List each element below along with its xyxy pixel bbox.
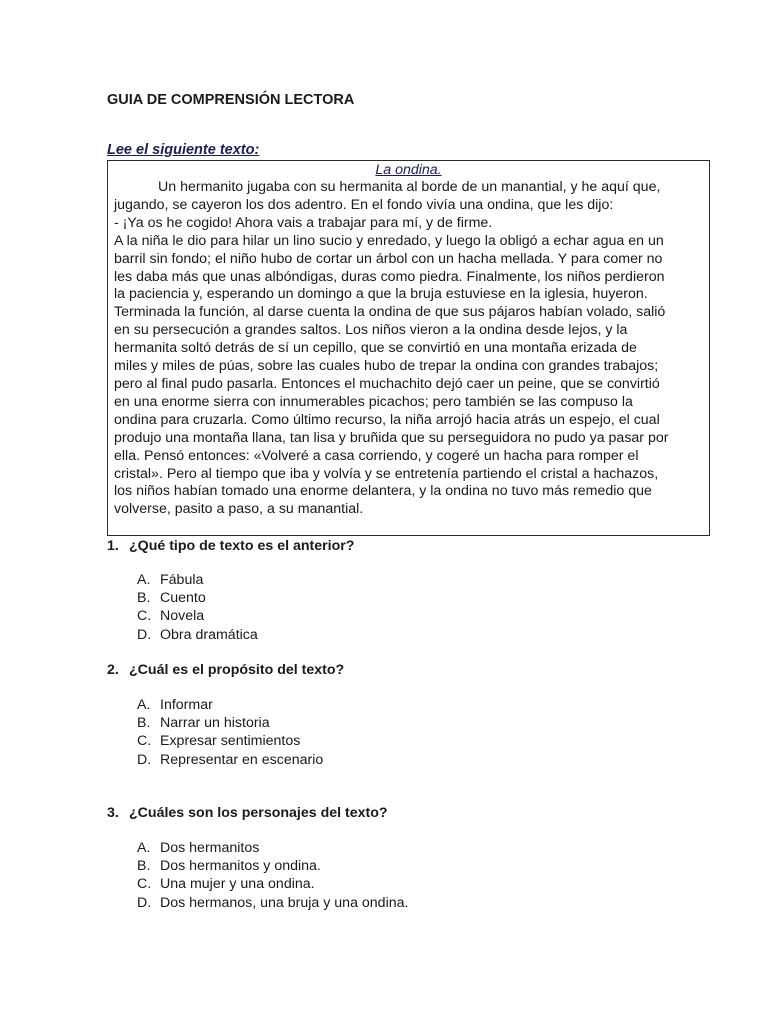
story-title: La ondina. xyxy=(375,162,442,178)
story-line: cristal». Pero al tiempo que iba y volvía y se entretenía partiendo el cristal a hachazos, xyxy=(114,465,659,482)
question-text: ¿Cuáles son los personajes del texto? xyxy=(129,805,388,821)
answer-option[interactable]: D. Representar en escenario xyxy=(137,751,324,768)
question-3-options xyxy=(137,839,408,912)
story-line: jugando, se cayeron los dos adentro. En el fondo vivía una ondina, que les dijo: xyxy=(114,196,614,213)
question-3 xyxy=(107,805,388,821)
reading-instruction: Lee el siguiente texto: xyxy=(107,142,260,158)
story-line: Terminada la función, al darse cuenta la ondina de que sus pájaros habían volado, salió xyxy=(114,304,666,321)
story-line: A la niña le dio para hilar un lino sucio y enredado, y luego la obligó a echar agua en un xyxy=(114,232,664,249)
question-number: 3. xyxy=(107,805,119,821)
story-line: barril sin fondo; el niño hubo de cortar un árbol con un hacha mellada. Y para comer no xyxy=(114,250,663,267)
question-1-options xyxy=(137,571,258,644)
question-number: 1. xyxy=(107,538,119,554)
story-line: hermanita soltó detrás de sí un cepillo, que se convirtió en una montaña erizada de xyxy=(114,340,637,357)
story-text-box xyxy=(107,160,710,536)
answer-option[interactable]: A. Informar xyxy=(137,697,213,713)
story-line: miles y miles de púas, sobre las cuales hubo de trepar la ondina con grandes trabajos; xyxy=(114,358,659,375)
story-line: - ¡Ya os he cogido! Ahora vais a trabajar para mí, y de firme. xyxy=(114,214,493,231)
question-text: ¿Cuál es el propósito del texto? xyxy=(129,662,345,678)
answer-option[interactable]: D. Obra dramática xyxy=(137,626,258,643)
answer-option[interactable]: D. Dos hermanos, una bruja y una ondina. xyxy=(137,894,409,911)
answer-option[interactable]: C. Expresar sentimientos xyxy=(137,733,301,750)
question-1 xyxy=(107,538,354,554)
story-line: Un hermanito jugaba con su hermanita al borde de un manantial, y he aquí que, xyxy=(158,179,661,195)
question-number: 2. xyxy=(107,662,119,678)
story-line: en una enorme sierra con innumerables picachos; pero también se las compuso la xyxy=(114,393,633,410)
answer-option[interactable]: B. Dos hermanitos y ondina. xyxy=(137,858,321,875)
story-line: ondina para cruzarla. Como último recurso, la niña arrojó hacia atrás un espejo, el cual xyxy=(114,411,660,428)
question-2 xyxy=(107,662,344,678)
story-line: la paciencia y, esperando un domingo a que la bruja estuviese en la iglesia, huyeron. xyxy=(114,286,648,303)
story-line: les daba más que unas albóndigas, duras como piedra. Finalmente, los niños perdieron xyxy=(114,268,665,285)
story-line: volverse, pasito a paso, a su manantial. xyxy=(114,501,364,518)
answer-option[interactable]: C. Novela xyxy=(137,608,205,625)
story-line: en su persecución a grandes saltos. Los niños vieron a la ondina desde lejos, y la xyxy=(114,322,628,339)
answer-option[interactable]: B. Cuento xyxy=(137,590,206,607)
story-line: pero al final pudo pasarla. Entonces el muchachito dejó caer un peine, que se convirtió xyxy=(114,375,660,392)
question-2-options xyxy=(137,696,323,769)
answer-option[interactable]: A. Dos hermanitos xyxy=(137,840,260,856)
story-line: los niños habían tomado una enorme delantera, y la ondina no tuvo más remedio que xyxy=(114,483,652,500)
story-line: ella. Pensó entonces: «Volveré a casa corriendo, y cogeré un hacha para romper el xyxy=(114,447,639,464)
question-text: ¿Qué tipo de texto es el anterior? xyxy=(129,538,355,554)
story-line: produjo una montaña llana, tan lisa y bruñida que su perseguidora no pudo ya pasar por xyxy=(114,429,669,446)
answer-option[interactable]: A. Fábula xyxy=(137,572,204,588)
page-title: GUIA DE COMPRENSIÓN LECTORA xyxy=(107,92,355,108)
answer-option[interactable]: C. Una mujer y una ondina. xyxy=(137,876,315,893)
answer-option[interactable]: B. Narrar un historia xyxy=(137,715,270,732)
